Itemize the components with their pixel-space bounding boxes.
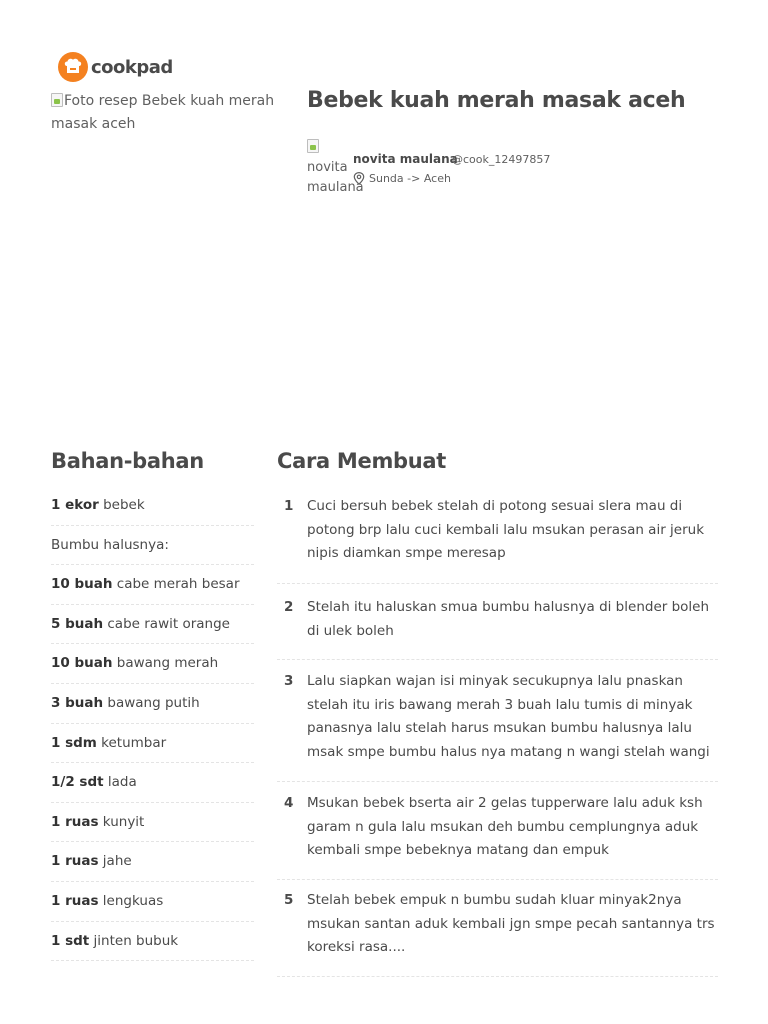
step-item	[277, 660, 718, 782]
ingredient-item: 10 buah bawang merah	[51, 644, 254, 684]
author-name[interactable]: novita maulana	[353, 152, 458, 166]
ingredient-item: 1/2 sdt lada	[51, 763, 254, 803]
ingredient-item: 10 buah cabe merah besar	[51, 565, 254, 605]
logo-text: cookpad	[91, 56, 173, 78]
ingredient-item: 1 ruas lengkuas	[51, 882, 254, 922]
step-text: Cuci bersuh bebek stelah di potong sesuai slera mau di potong brp lalu cuci kembali lalu msukan perasan air jeruk nipis diamkan smpe meresap	[307, 498, 705, 561]
step-item	[277, 584, 718, 660]
step-item	[277, 495, 718, 584]
step-text: Stelah bebek empuk n bumbu sudah kluar minyak2nya msukan santan aduk kembali jgn smpe pecah santannya trs koreksi rasa....	[307, 892, 715, 955]
broken-image-icon	[51, 93, 63, 107]
steps-heading: Cara Membuat	[277, 449, 447, 473]
ingredients-heading: Bahan-bahan	[51, 449, 204, 473]
steps-list	[277, 495, 718, 977]
recipe-title: Bebek kuah merah masak aceh	[307, 88, 686, 113]
author-handle: @cook_12497857	[452, 153, 551, 166]
step-number: 4	[284, 795, 294, 811]
step-number: 3	[284, 673, 294, 689]
ingredient-item: Bumbu halusnya:	[51, 526, 254, 566]
ingredient-item: 1 ruas kunyit	[51, 803, 254, 843]
broken-image-icon	[307, 139, 319, 153]
location-pin-icon	[353, 172, 365, 185]
step-number: 2	[284, 599, 294, 615]
step-number: 1	[284, 498, 294, 514]
ingredient-item: 5 buah cabe rawit orange	[51, 605, 254, 645]
step-text: Stelah itu haluskan smua bumbu halusnya di blender boleh di ulek boleh	[307, 599, 710, 639]
recipe-photo	[51, 90, 279, 390]
step-text: Lalu siapkan wajan isi minyak secukupnya lalu pnaskan stelah itu iris bawang merah 3 buah lalu tumis di minyak panasnya lalu stelah harus msukan bumbu halusnya lalu msak smpe bumbu halus nya matang n wangi stelah wangi	[307, 673, 710, 760]
recipe-photo-alt: Foto resep Bebek kuah merah masak aceh	[51, 93, 275, 132]
step-text: Msukan bebek bserta air 2 gelas tupperware lalu aduk ksh garam n gula lalu msukan deh bumbu cemplungnya aduk kembali smpe bebeknya matang dan empuk	[307, 795, 703, 858]
ingredient-item: 1 sdt jinten bubuk	[51, 922, 254, 962]
author-avatar[interactable]	[307, 138, 364, 196]
author-location	[353, 172, 451, 185]
cookpad-logo[interactable]	[58, 51, 173, 83]
ingredients-list	[51, 486, 254, 961]
step-item	[277, 880, 718, 977]
step-number: 5	[284, 892, 294, 908]
ingredient-item: 1 ruas jahe	[51, 842, 254, 882]
location-text: Sunda -> Aceh	[369, 172, 451, 185]
author-avatar-alt: novita maulana	[307, 160, 364, 195]
ingredient-item: 3 buah bawang putih	[51, 684, 254, 724]
chef-hat-icon	[58, 52, 88, 82]
ingredient-item: 1 ekor bebek	[51, 486, 254, 526]
ingredient-item: 1 sdm ketumbar	[51, 724, 254, 764]
step-item	[277, 782, 718, 880]
